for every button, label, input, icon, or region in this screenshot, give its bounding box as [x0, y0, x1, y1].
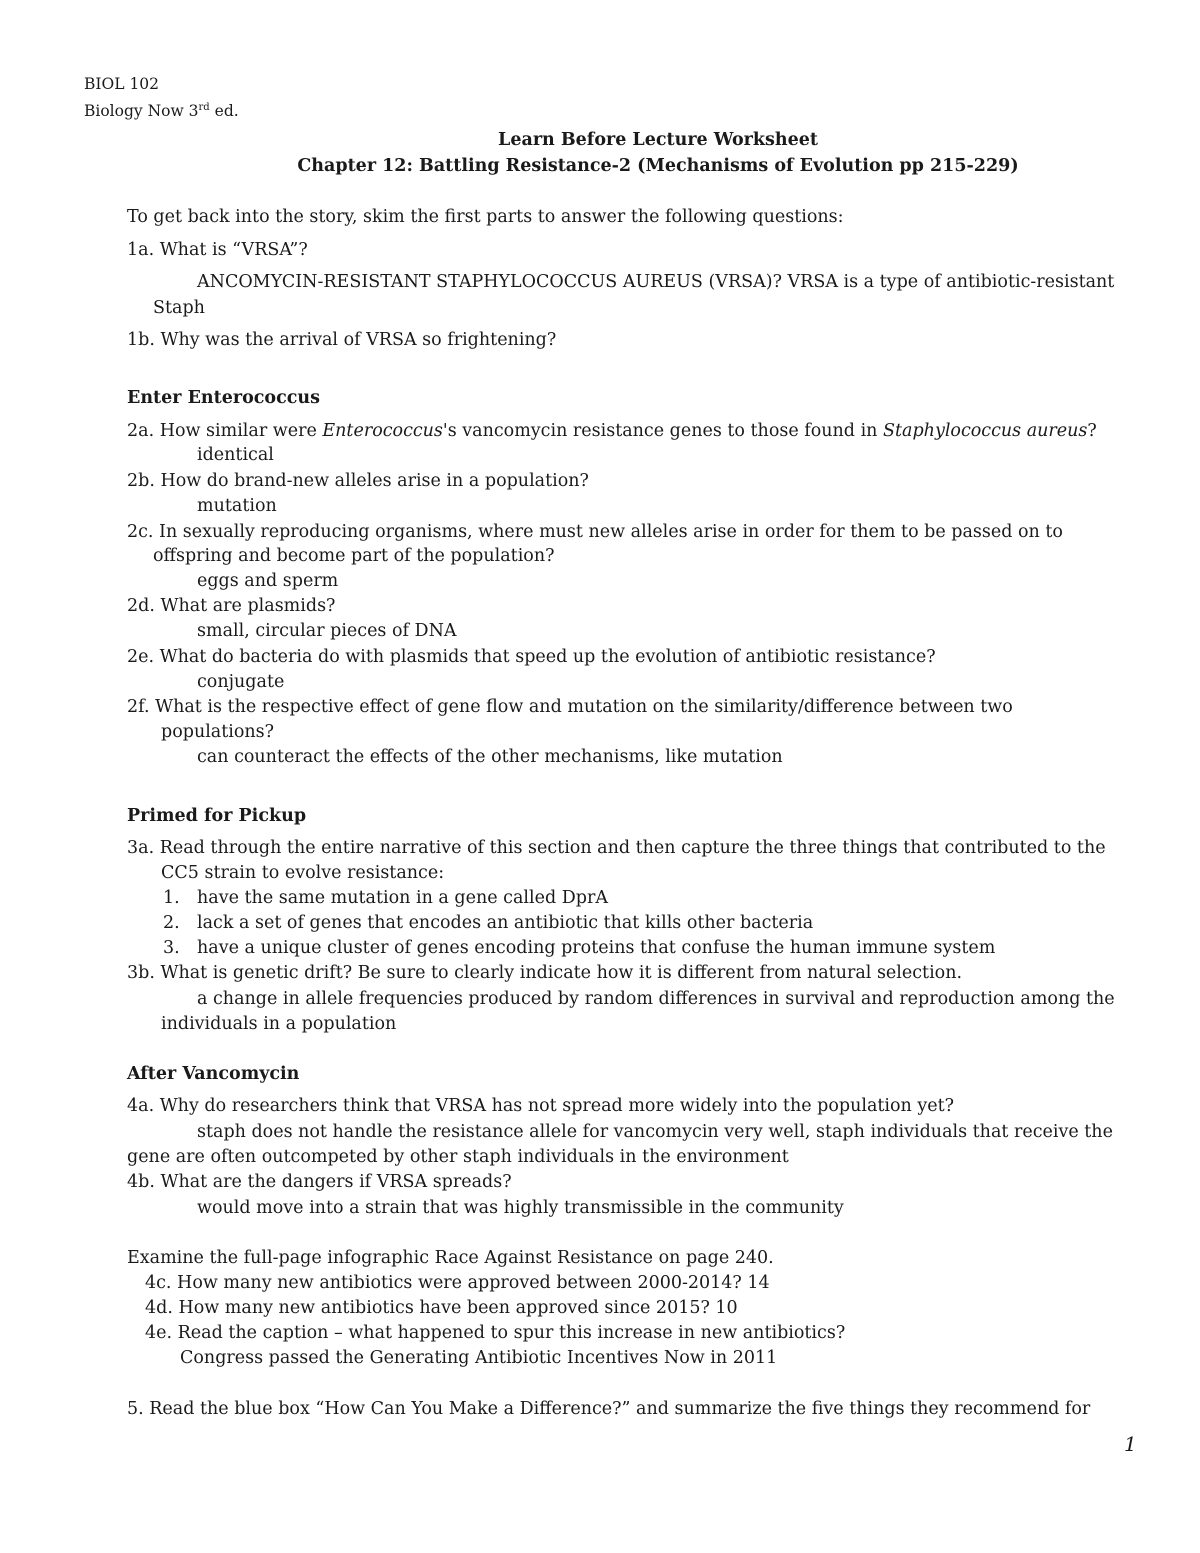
question-2f-cont: populations? [161, 722, 275, 742]
infographic-instruction: Examine the full-page infographic Race Against Resistance on page 240. [127, 1248, 774, 1268]
question-2c: 2c. In sexually reproducing organisms, where must new alleles arise in order for them to be passed on to [127, 522, 1063, 542]
list-item-number: 2. [163, 913, 180, 933]
textbook-edition: Biology Now 3rd ed. [84, 102, 239, 121]
question-3a: 3a. Read through the entire narrative of this section and then capture the three things that contributed to the [127, 838, 1106, 858]
answer-3b: a change in allele frequencies produced by random differences in survival and reproduction among the [197, 989, 1115, 1009]
question-5: 5. Read the blue box “How Can You Make a Difference?” and summarize the five things they recommend for [127, 1399, 1091, 1419]
list-item: have a unique cluster of genes encoding proteins that confuse the human immune system [197, 938, 996, 958]
list-item-number: 3. [163, 938, 180, 958]
list-item-number: 1. [163, 888, 180, 908]
question-3b: 3b. What is genetic drift? Be sure to clearly indicate how it is different from natural selection. [127, 963, 963, 983]
page-number: 1 [1124, 1432, 1137, 1456]
answer-4b: would move into a strain that was highly transmissible in the community [197, 1198, 844, 1218]
intro-text: To get back into the story, skim the first parts to answer the following questions: [127, 207, 844, 227]
section-heading-enter-enterococcus: Enter Enterococcus [127, 388, 320, 408]
question-2c-cont: offspring and become part of the population? [153, 546, 555, 566]
section-heading-primed-for-pickup: Primed for Pickup [127, 806, 307, 826]
chapter-subtitle: Chapter 12: Battling Resistance-2 (Mechanisms of Evolution pp 215-229) [297, 156, 1019, 176]
answer-2f: can counteract the effects of the other mechanisms, like mutation [197, 747, 783, 767]
answer-2e: conjugate [197, 672, 285, 692]
answer-4e: Congress passed the Generating Antibiotic Incentives Now in 2011 [180, 1348, 778, 1368]
answer-2a: identical [197, 445, 274, 465]
list-item: have the same mutation in a gene called DprA [197, 888, 608, 908]
answer-1a-cont: Staph [153, 298, 205, 318]
question-3a-cont: CC5 strain to evolve resistance: [161, 863, 445, 883]
course-code: BIOL 102 [84, 75, 160, 93]
worksheet-title: Learn Before Lecture Worksheet [498, 130, 818, 150]
answer-4a: staph does not handle the resistance allele for vancomycin very well, staph individuals that receive the [197, 1122, 1113, 1142]
section-heading-after-vancomycin: After Vancomycin [127, 1064, 300, 1084]
question-1b: 1b. Why was the arrival of VRSA so frightening? [127, 330, 557, 350]
answer-3b-cont: individuals in a population [161, 1014, 397, 1034]
list-item: lack a set of genes that encodes an antibiotic that kills other bacteria [197, 913, 814, 933]
answer-2c: eggs and sperm [197, 571, 339, 591]
question-2b: 2b. How do brand-new alleles arise in a population? [127, 471, 589, 491]
question-4e: 4e. Read the caption – what happened to spur this increase in new antibiotics? [145, 1323, 846, 1343]
answer-2d: small, circular pieces of DNA [197, 621, 457, 641]
question-2a: 2a. How similar were Enterococcus's vancomycin resistance genes to those found in Staphylococcus aureus? [127, 421, 1097, 441]
question-2d: 2d. What are plasmids? [127, 596, 336, 616]
question-4b: 4b. What are the dangers if VRSA spreads? [127, 1172, 512, 1192]
question-1a: 1a. What is “VRSA”? [127, 240, 308, 260]
question-4a: 4a. Why do researchers think that VRSA has not spread more widely into the population yet? [127, 1096, 955, 1116]
answer-2b: mutation [197, 496, 277, 516]
answer-4a-cont: gene are often outcompeted by other staph individuals in the environment [127, 1147, 789, 1167]
question-2e: 2e. What do bacteria do with plasmids that speed up the evolution of antibiotic resistance? [127, 647, 936, 667]
question-4d: 4d. How many new antibiotics have been approved since 2015? 10 [145, 1298, 738, 1318]
question-4c: 4c. How many new antibiotics were approved between 2000-2014? 14 [145, 1273, 770, 1293]
question-2f: 2f. What is the respective effect of gene flow and mutation on the similarity/difference between two [127, 697, 1013, 717]
answer-1a: ANCOMYCIN-RESISTANT STAPHYLOCOCCUS AUREUS (VRSA)? VRSA is a type of antibiotic-resistant [197, 272, 1115, 292]
